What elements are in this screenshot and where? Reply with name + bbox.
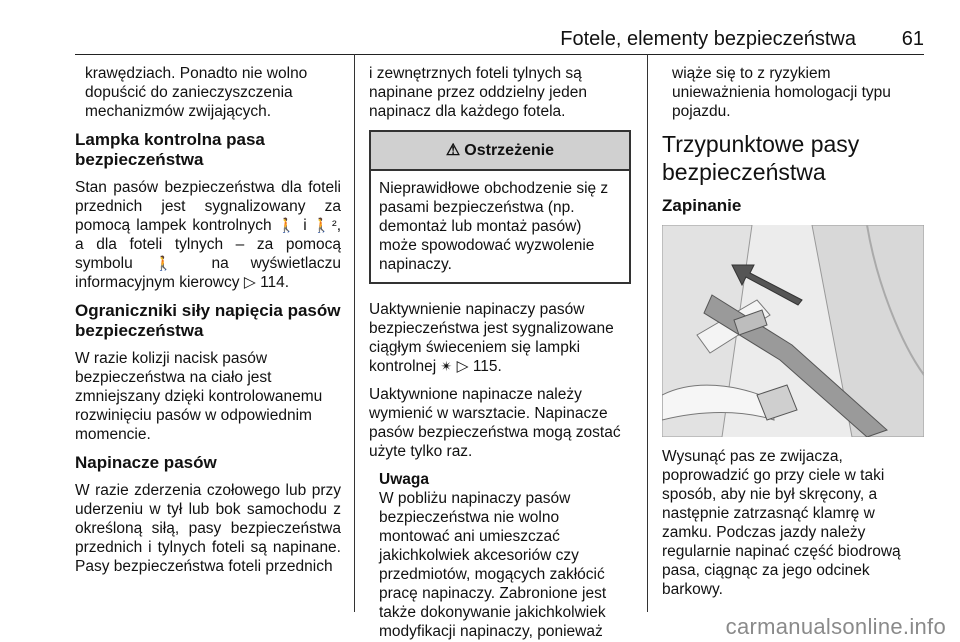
paragraph-aktywacja: Uaktywnienie napinaczy pasów bezpieczeństwa jest sygnalizowane ciągłym świeceniem się lampki kontrolnej ✴ ▷ 115. bbox=[369, 301, 614, 375]
header-title: Fotele, elementy bezpieczeństwa bbox=[560, 28, 856, 50]
seatbelt-illustration bbox=[662, 225, 924, 437]
heading-trzypunktowe: Trzypunktowe pasy bezpieczeństwa bbox=[662, 131, 860, 185]
paragraph-zapinanie: Wysunąć pas ze zwijacza, poprowadzić go przy ciele w taki sposób, aby nie był skręcony, a następnie zatrzasnąć klamrę w zamku. Podczas jazdy należy regularnie napinać część biodrową pasa, ciągnąc za jego odcinek barkowy. bbox=[662, 448, 901, 598]
paragraph-lampka: Stan pasów bezpieczeństwa dla foteli przednich jest sygnalizowany za pomocą lampek kontrolnych 🚶 i 🚶², a dla foteli tylnych – za pomocą symbolu 🚶 na wyświetlaczu informacyjnym kierowcy ▷ 114. bbox=[75, 179, 342, 291]
airbag-icon: ✴ bbox=[440, 358, 453, 374]
column-3 bbox=[662, 64, 928, 608]
page-header bbox=[75, 22, 924, 55]
paragraph-wymiana: Uaktywnione napinacze należy wymienić w warsztacie. Napinacze pasów bezpieczeństwa mogą zostać użyte tylko raz. bbox=[369, 386, 621, 460]
warning-body: Nieprawidłowe obchodzenie się z pasami bezpieczeństwa (np. demontaż lub montaż pasów) może spowodować wyzwolenie napinaczy. bbox=[379, 180, 609, 273]
seatbelt-icon: 🚶 bbox=[154, 255, 190, 271]
page-number: 61 bbox=[901, 28, 924, 50]
page-ref-icon: ▷ bbox=[243, 274, 256, 291]
paragraph-ograniczniki: W razie kolizji nacisk pasów bezpieczeństwa na ciało jest zmniejszany dzięki kontrolowanemu rozwinięciu pasów w odpowiednim momencie. bbox=[75, 350, 323, 443]
heading-zapinanie: Zapinanie bbox=[662, 196, 742, 215]
heading-napinacze: Napinacze pasów bbox=[75, 453, 217, 472]
seatbelt-drawing bbox=[662, 225, 924, 437]
warning-box bbox=[369, 130, 631, 284]
column-2 bbox=[369, 64, 631, 641]
seatbelt-icon: 🚶 bbox=[277, 217, 298, 233]
column-1 bbox=[75, 64, 341, 585]
heading-ograniczniki: Ograniczniki siły napięcia pasów bezpieczeństwa bbox=[75, 301, 341, 340]
paragraph-napinacze: W razie zderzenia czołowego lub przy uderzeniu w tył lub bok samochodu z określoną siłą, pasy bezpieczeństwa przednich i tylnych foteli są napinane. Pasy bezpieczeństwa foteli przednich bbox=[75, 482, 341, 575]
seatbelt-rear-icon: 🚶² bbox=[312, 217, 337, 233]
column-divider bbox=[354, 54, 355, 612]
warning-triangle-icon: ⚠ bbox=[445, 142, 461, 159]
watermark: carmanualsonline.info bbox=[725, 614, 946, 639]
heading-lampka: Lampka kontrolna pasa bezpieczeństwa bbox=[75, 130, 265, 169]
warning-header: ⚠ Ostrzeżenie bbox=[371, 132, 629, 171]
paragraph: i zewnętrznych foteli tylnych są napinane przez oddzielny jeden napinacz dla każdego fotela. bbox=[369, 65, 588, 120]
note-body: W pobliżu napinaczy pasów bezpieczeństwa nie wolno montować ani umieszczać jakichkolwiek akcesoriów czy przedmiotów, mogących zakłócić pracę napinaczy. Zabronione jest także dokonywanie jakichkolwiek modyfikacji napinaczy, ponieważ bbox=[379, 490, 607, 640]
column-divider bbox=[647, 54, 648, 612]
note-title: Uwaga bbox=[379, 471, 429, 488]
note-box bbox=[369, 470, 631, 641]
page-ref-icon: ▷ bbox=[456, 358, 469, 375]
paragraph: krawędziach. Ponadto nie wolno dopuścić do zanieczyszczenia mechanizmów zwijających. bbox=[85, 65, 308, 120]
paragraph: wiąże się to z ryzykiem unieważnienia homologacji typu pojazdu. bbox=[672, 65, 891, 120]
